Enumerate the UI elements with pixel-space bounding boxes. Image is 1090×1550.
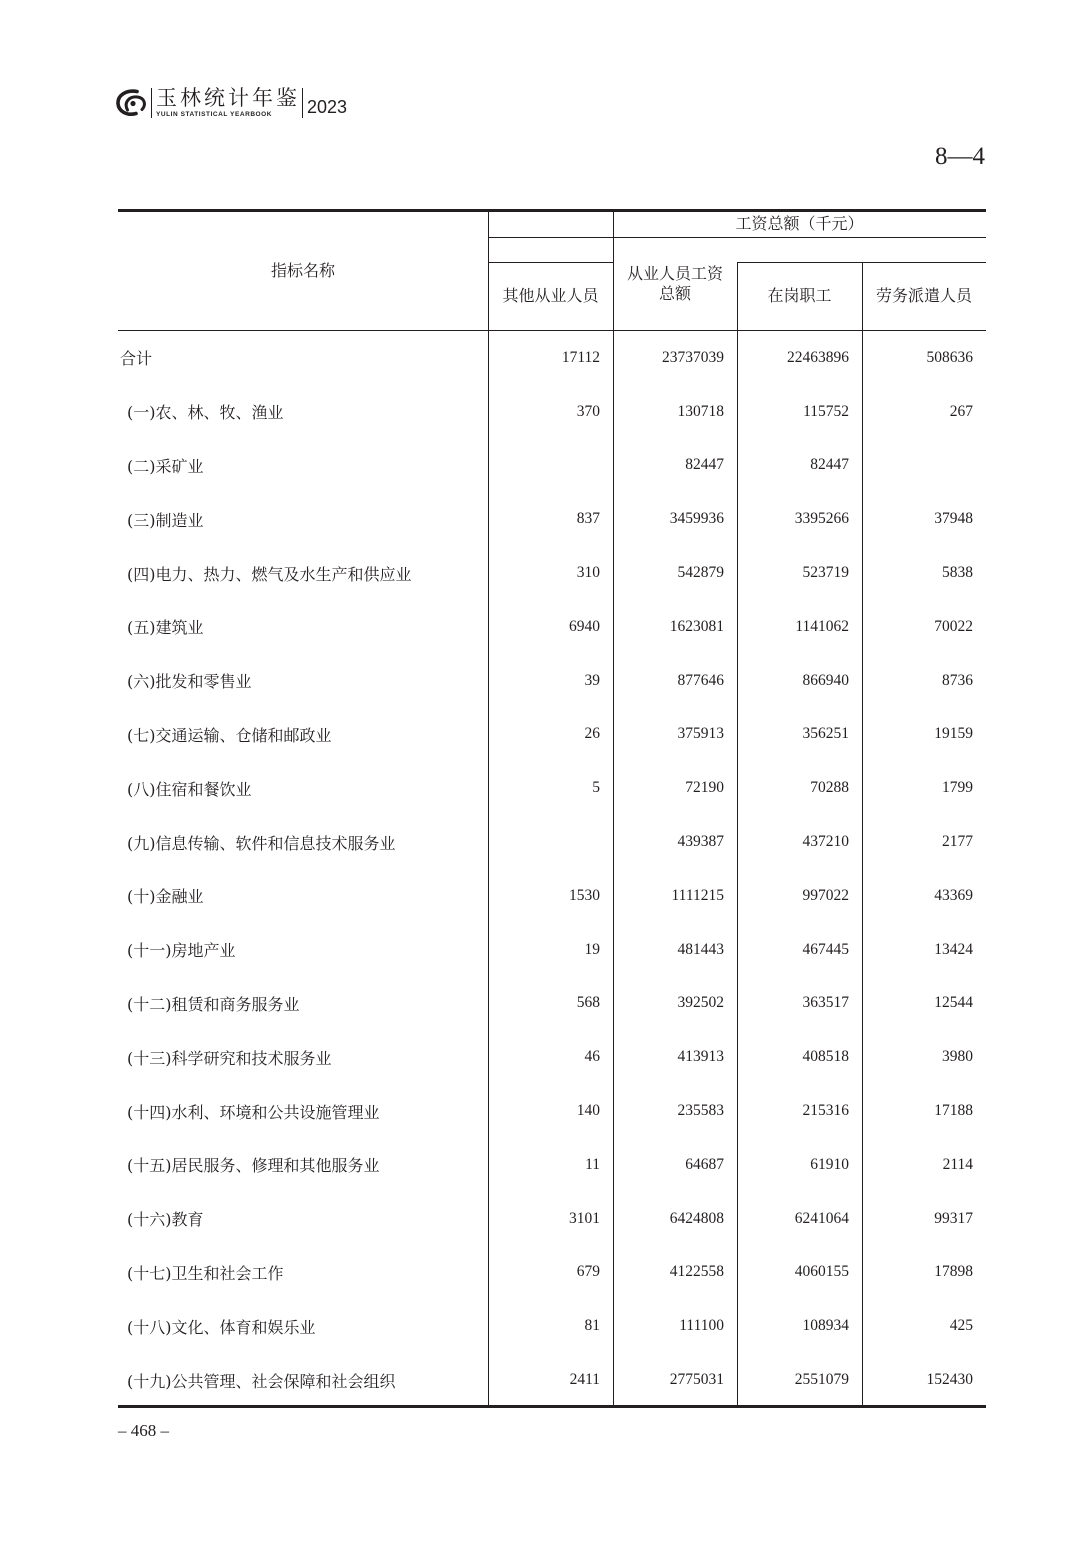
row-indicator-name: (十六)教育 xyxy=(127,1210,204,1230)
cell-other-staff: 1530 xyxy=(569,886,600,904)
table-row xyxy=(118,1299,986,1353)
yearbook-subtitle: YULIN STATISTICAL YEARBOOK xyxy=(156,111,273,118)
row-indicator-name: (三)制造业 xyxy=(127,510,204,530)
cell-other-staff: 17112 xyxy=(561,348,600,366)
cell-total-wages: 392502 xyxy=(677,994,724,1012)
cell-on-post-staff: 22463896 xyxy=(787,348,849,366)
cell-total-wages: 130718 xyxy=(677,402,724,420)
table-row xyxy=(118,761,986,815)
header-other-staff-label: 其他从业人员 xyxy=(502,286,599,305)
cell-total-wages: 111100 xyxy=(679,1317,724,1335)
row-indicator-name: (十五)居民服务、修理和其他服务业 xyxy=(127,1156,380,1176)
cell-total-wages: 235583 xyxy=(677,1102,724,1120)
cell-other-staff: 11 xyxy=(585,1155,600,1173)
table-row xyxy=(118,600,986,654)
cell-on-post-staff: 2551079 xyxy=(794,1371,849,1389)
table-row xyxy=(118,1138,986,1192)
header-on-post-staff xyxy=(737,262,862,330)
row-indicator-name: (十三)科学研究和技术服务业 xyxy=(127,1048,332,1068)
header-total-wages-label: 从业人员工资总额 xyxy=(626,263,723,303)
header-other-staff xyxy=(488,262,613,330)
cell-on-post-staff: 6241064 xyxy=(794,1209,849,1227)
cell-on-post-staff: 866940 xyxy=(802,671,849,689)
cell-total-wages: 1111215 xyxy=(671,886,724,904)
table-row xyxy=(118,708,986,762)
row-indicator-name: (六)批发和零售业 xyxy=(127,672,252,692)
table-row xyxy=(118,923,986,977)
cell-total-wages: 542879 xyxy=(677,564,724,582)
cell-on-post-staff: 61910 xyxy=(810,1155,849,1173)
cell-total-wages: 413913 xyxy=(677,1048,724,1066)
cell-dispatched-staff: 152430 xyxy=(926,1371,973,1389)
header-rule xyxy=(488,237,986,238)
cell-on-post-staff: 1141062 xyxy=(795,617,849,635)
row-indicator-name: (十)金融业 xyxy=(127,887,204,907)
cell-dispatched-staff: 267 xyxy=(949,402,973,420)
table-row xyxy=(118,492,986,546)
cell-on-post-staff: 4060155 xyxy=(794,1263,849,1281)
cell-other-staff xyxy=(488,815,613,869)
cell-other-staff: 81 xyxy=(584,1317,600,1335)
cell-total-wages: 439387 xyxy=(677,833,724,851)
cell-dispatched-staff: 2114 xyxy=(942,1155,973,1173)
cell-other-staff: 568 xyxy=(576,994,600,1012)
header-divider xyxy=(151,88,152,118)
cell-other-staff: 46 xyxy=(584,1048,600,1066)
header-dispatched-staff-label: 劳务派遣人员 xyxy=(875,286,972,305)
cell-on-post-staff: 408518 xyxy=(802,1048,849,1066)
cell-dispatched-staff: 12544 xyxy=(934,994,973,1012)
row-indicator-name: 合计 xyxy=(120,349,153,369)
cell-total-wages: 375913 xyxy=(677,725,724,743)
cell-total-wages: 1623081 xyxy=(669,617,724,635)
header-indicator-label: 指标名称 xyxy=(270,260,335,280)
cell-dispatched-staff: 13424 xyxy=(934,940,973,958)
cell-on-post-staff: 523719 xyxy=(802,564,849,582)
cell-total-wages: 82447 xyxy=(685,456,724,474)
table-row xyxy=(118,1192,986,1246)
page-number: – 468 – xyxy=(118,1421,169,1440)
table-row xyxy=(118,1084,986,1138)
row-indicator-name: (十九)公共管理、社会保障和社会组织 xyxy=(127,1371,396,1391)
cell-dispatched-staff: 19159 xyxy=(934,725,973,743)
cell-on-post-staff: 437210 xyxy=(802,833,849,851)
header-divider xyxy=(302,88,303,118)
cell-dispatched-staff: 99317 xyxy=(934,1209,973,1227)
table-row xyxy=(118,331,986,385)
cell-dispatched-staff: 43369 xyxy=(934,886,973,904)
cell-dispatched-staff: 1799 xyxy=(942,779,973,797)
row-indicator-name: (十七)卫生和社会工作 xyxy=(127,1263,284,1283)
row-indicator-name: (八)住宿和餐饮业 xyxy=(127,779,252,799)
table-row xyxy=(118,869,986,923)
table-row xyxy=(118,977,986,1031)
row-indicator-name: (九)信息传输、软件和信息技术服务业 xyxy=(127,833,396,853)
cell-dispatched-staff: 5838 xyxy=(942,564,973,582)
cell-dispatched-staff xyxy=(862,439,986,493)
cell-dispatched-staff: 70022 xyxy=(934,617,973,635)
cell-dispatched-staff: 2177 xyxy=(942,833,973,851)
cell-other-staff: 679 xyxy=(576,1263,600,1281)
table-row xyxy=(118,385,986,439)
cell-dispatched-staff: 3980 xyxy=(942,1048,973,1066)
table-row xyxy=(118,1030,986,1084)
yearbook-year: 2023 xyxy=(307,97,348,117)
cell-dispatched-staff: 425 xyxy=(949,1317,973,1335)
table-row xyxy=(118,546,986,600)
row-indicator-name: (十一)房地产业 xyxy=(127,941,236,961)
table-row xyxy=(118,654,986,708)
cell-on-post-staff: 363517 xyxy=(802,994,849,1012)
table-row xyxy=(118,815,986,869)
cell-total-wages: 6424808 xyxy=(669,1209,724,1227)
table-body xyxy=(118,331,986,1407)
row-indicator-name: (二)采矿业 xyxy=(127,456,204,476)
cell-other-staff xyxy=(488,439,613,493)
cell-other-staff: 2411 xyxy=(569,1371,600,1389)
cell-total-wages: 72190 xyxy=(685,779,724,797)
cell-on-post-staff: 356251 xyxy=(802,725,849,743)
cell-total-wages: 64687 xyxy=(685,1155,724,1173)
cell-other-staff: 837 xyxy=(576,510,600,528)
row-indicator-name: (十八)文化、体育和娱乐业 xyxy=(127,1317,316,1337)
cell-on-post-staff: 115752 xyxy=(803,402,849,420)
cell-other-staff: 26 xyxy=(584,725,600,743)
cell-dispatched-staff: 508636 xyxy=(926,348,973,366)
row-indicator-name: (七)交通运输、仓储和邮政业 xyxy=(127,725,332,745)
cell-dispatched-staff: 8736 xyxy=(942,671,973,689)
yearbook-logo-icon xyxy=(115,88,149,118)
cell-total-wages: 3459936 xyxy=(669,510,724,528)
cell-total-wages: 877646 xyxy=(677,671,724,689)
cell-dispatched-staff: 17898 xyxy=(934,1263,973,1281)
header-wage-group xyxy=(613,211,986,237)
cell-other-staff: 370 xyxy=(576,402,600,420)
cell-on-post-staff: 108934 xyxy=(802,1317,849,1335)
cell-other-staff: 39 xyxy=(584,671,600,689)
cell-on-post-staff: 997022 xyxy=(802,886,849,904)
row-indicator-name: (四)电力、热力、燃气及水生产和供应业 xyxy=(127,564,412,584)
cell-on-post-staff: 3395266 xyxy=(794,510,849,528)
yearbook-title: 玉林统计年鉴 xyxy=(156,86,300,110)
cell-other-staff: 310 xyxy=(576,564,600,582)
cell-other-staff: 5 xyxy=(592,779,600,797)
row-indicator-name: (十二)租赁和商务服务业 xyxy=(127,994,300,1014)
header-total-wages xyxy=(613,237,737,330)
cell-total-wages: 2775031 xyxy=(669,1371,724,1389)
header-dispatched-staff xyxy=(862,262,986,330)
cell-total-wages: 4122558 xyxy=(669,1263,724,1281)
header-indicator xyxy=(118,211,488,330)
cell-other-staff: 19 xyxy=(584,940,600,958)
cell-on-post-staff: 70288 xyxy=(810,779,849,797)
header-on-post-staff-label: 在岗职工 xyxy=(767,286,832,305)
cell-on-post-staff: 467445 xyxy=(802,940,849,958)
cell-total-wages: 481443 xyxy=(677,940,724,958)
table-row xyxy=(118,1246,986,1300)
table-row xyxy=(118,1353,986,1407)
cell-dispatched-staff: 17188 xyxy=(934,1102,973,1120)
cell-other-staff: 6940 xyxy=(569,617,600,635)
table-number: 8—4 xyxy=(935,143,985,170)
cell-on-post-staff: 82447 xyxy=(810,456,849,474)
cell-other-staff: 140 xyxy=(576,1102,600,1120)
cell-other-staff: 3101 xyxy=(569,1209,600,1227)
header-wage-group-label: 工资总额（千元） xyxy=(735,214,864,233)
cell-total-wages: 23737039 xyxy=(662,348,724,366)
row-indicator-name: (五)建筑业 xyxy=(127,618,204,638)
row-indicator-name: (十四)水利、环境和公共设施管理业 xyxy=(127,1102,380,1122)
row-indicator-name: (一)农、林、牧、渔业 xyxy=(127,403,284,423)
table-row xyxy=(118,439,986,493)
cell-on-post-staff: 215316 xyxy=(802,1102,849,1120)
cell-dispatched-staff: 37948 xyxy=(934,510,973,528)
